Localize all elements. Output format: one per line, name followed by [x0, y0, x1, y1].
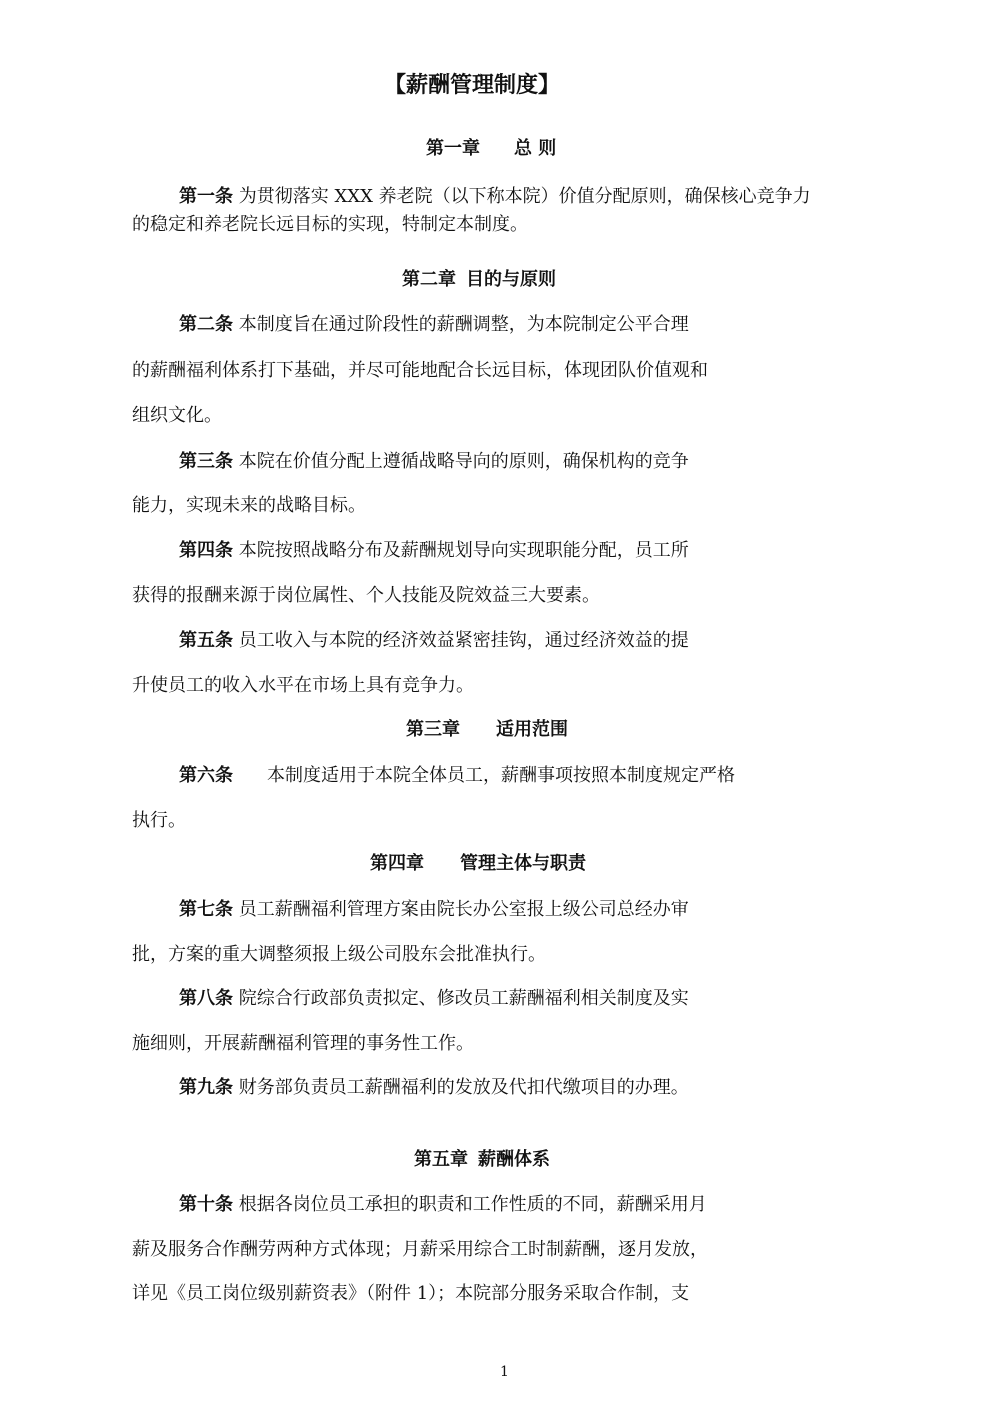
article-label: 第四条 [179, 540, 233, 561]
article-text: 本制度旨在通过阶段性的薪酬调整，为本院制定公平合理 [238, 314, 689, 335]
article-label: 第二条 [179, 314, 233, 335]
article-text: 员工收入与本院的经济效益紧密挂钩，通过经济效益的提 [238, 630, 689, 651]
article-line [179, 450, 689, 474]
article-line [179, 1076, 689, 1100]
article-line: 升使员工的收入水平在市场上具有竞争力。 [132, 675, 474, 696]
article-label: 第三条 [179, 451, 233, 472]
article-text: 本院在价值分配上遵循战略导向的原则，确保机构的竞争 [238, 451, 689, 472]
chapter-heading [406, 718, 568, 742]
article-line [179, 313, 689, 337]
chapter-name: 适用范围 [496, 719, 568, 740]
article-text: 本院按照战略分布及薪酬规划导向实现职能分配，员工所 [238, 540, 689, 561]
article-label: 第九条 [179, 1077, 233, 1098]
article-text: 根据各岗位员工承担的职责和工作性质的不同，薪酬采用月 [238, 1194, 707, 1215]
article-line: 的薪酬福利体系打下基础，并尽可能地配合长远目标，体现团队价值观和 [132, 360, 708, 381]
chapter-heading [426, 137, 556, 161]
chapter-name: 总 则 [514, 138, 557, 159]
article-label: 第八条 [179, 988, 233, 1009]
chapter-number: 第二章 [402, 269, 456, 290]
article-line [179, 987, 689, 1011]
chapter-heading [402, 268, 556, 292]
article-line: 获得的报酬来源于岗位属性、个人技能及院效益三大要素。 [132, 585, 600, 606]
article-line: 详见《员工岗位级别薪资表》（附件 1）；本院部分服务采取合作制，支 [132, 1283, 690, 1304]
chapter-name: 薪酬体系 [478, 1149, 550, 1170]
article-text: 本制度适用于本院全体员工，薪酬事项按照本制度规定严格 [267, 765, 735, 786]
article-line: 组织文化。 [132, 405, 222, 426]
chapter-number: 第三章 [406, 719, 460, 740]
article-label: 第十条 [179, 1194, 233, 1215]
article-text: 员工薪酬福利管理方案由院长办公室报上级公司总经办审 [238, 899, 689, 920]
article-line [179, 1193, 707, 1217]
chapter-number: 第一章 [426, 138, 480, 159]
chapter-heading [414, 1148, 550, 1172]
article-line: 薪及服务合作酬劳两种方式体现；月薪采用综合工时制薪酬，逐月发放， [132, 1239, 708, 1260]
article-label: 第五条 [179, 630, 233, 651]
page-number: 1 [500, 1364, 509, 1380]
chapter-name: 管理主体与职责 [460, 853, 586, 874]
article-line: 的稳定和养老院长远目标的实现，特制定本制度。 [132, 214, 528, 235]
article-line [179, 764, 735, 788]
article-line [179, 185, 811, 209]
chapter-number: 第五章 [414, 1149, 468, 1170]
document-title: 【薪酬管理制度】 [384, 72, 561, 98]
article-label: 第六条 [179, 765, 233, 786]
article-label: 第七条 [179, 899, 233, 920]
article-text: 财务部负责员工薪酬福利的发放及代扣代缴项目的办理。 [238, 1077, 689, 1098]
article-line: 能力，实现未来的战略目标。 [132, 495, 366, 516]
article-line: 执行。 [132, 810, 186, 831]
chapter-number: 第四章 [370, 853, 424, 874]
article-line [179, 539, 689, 563]
article-line [179, 629, 689, 653]
article-line: 施细则，开展薪酬福利管理的事务性工作。 [132, 1033, 474, 1054]
article-text: 院综合行政部负责拟定、修改员工薪酬福利相关制度及实 [238, 988, 689, 1009]
article-line: 批，方案的重大调整须报上级公司股东会批准执行。 [132, 944, 546, 965]
chapter-heading [370, 852, 586, 876]
article-line [179, 898, 689, 922]
article-text: 为贯彻落实 XXX 养老院（以下称本院）价值分配原则，确保核心竞争力 [238, 186, 811, 207]
chapter-name: 目的与原则 [466, 269, 556, 290]
article-label: 第一条 [179, 186, 233, 207]
